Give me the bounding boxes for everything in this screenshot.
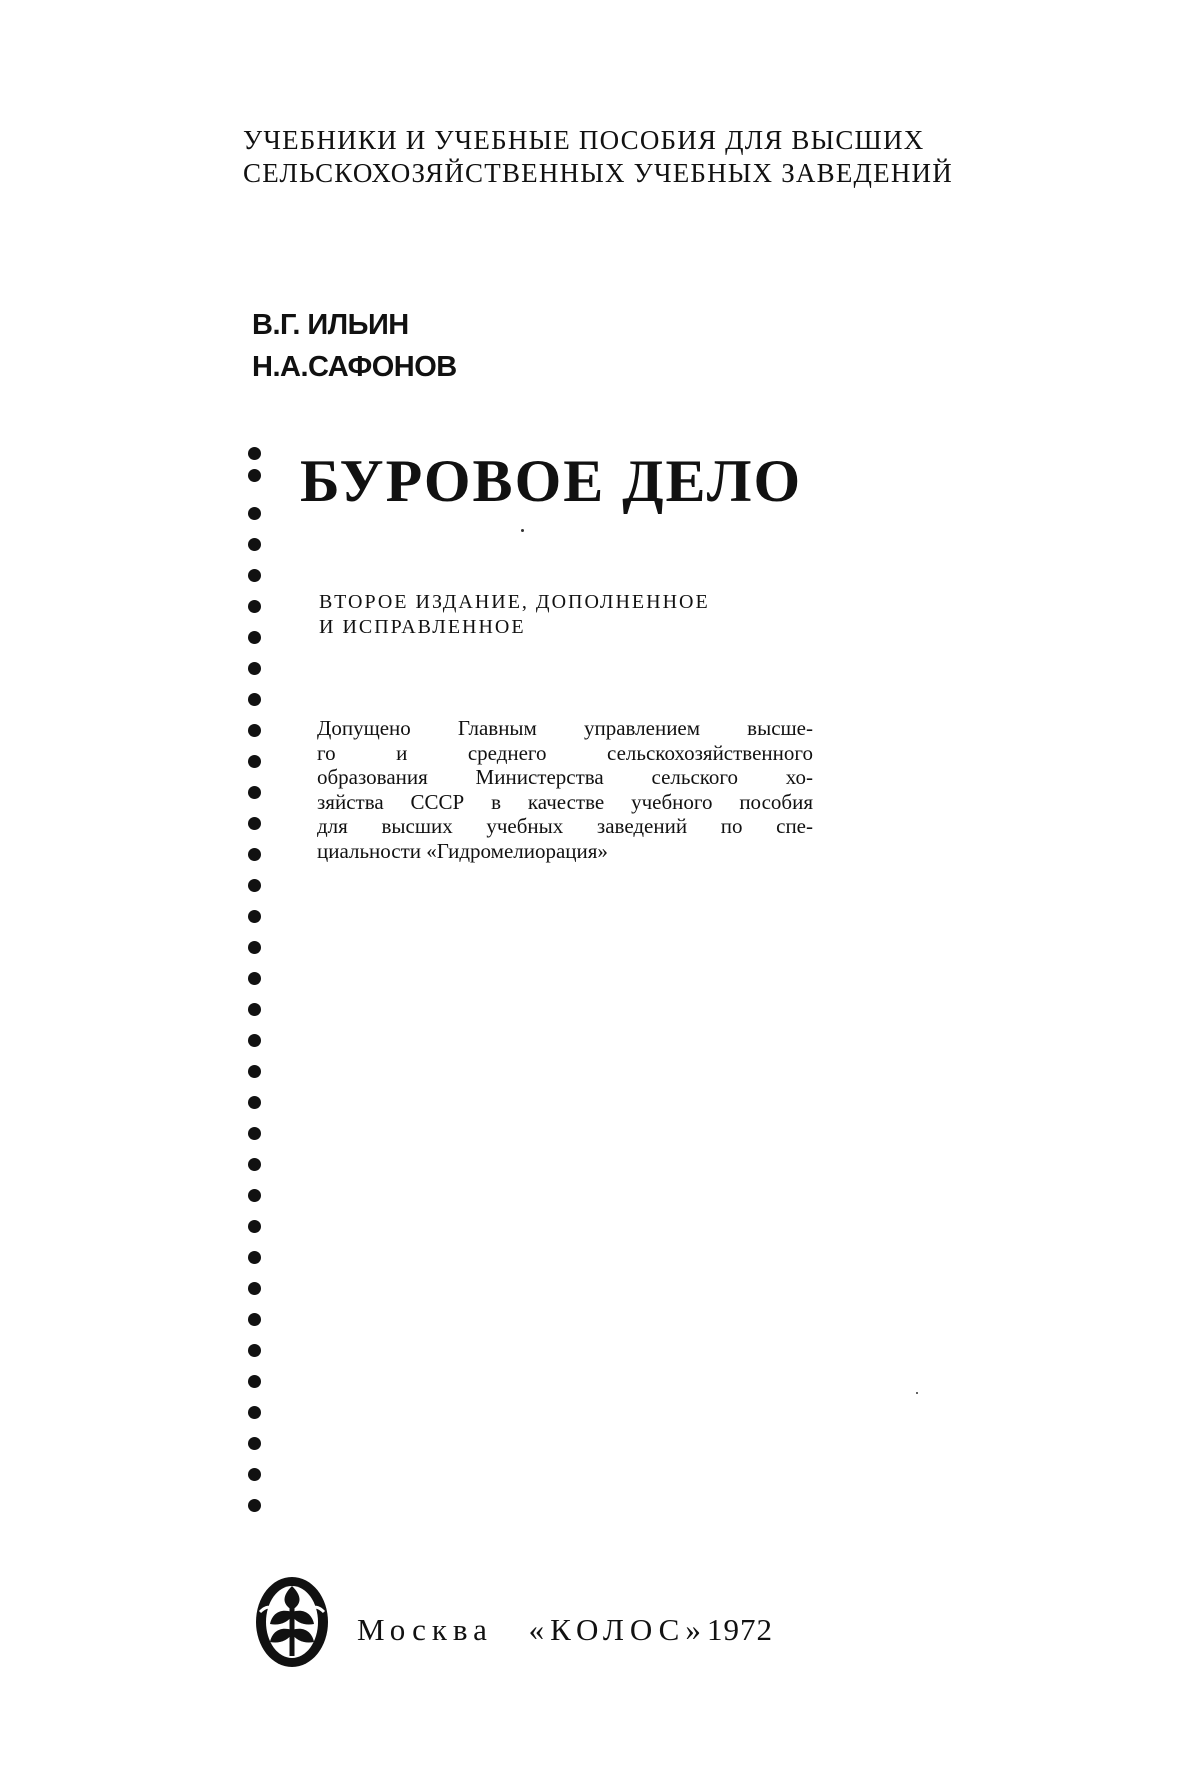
rule-dot — [248, 1406, 261, 1419]
rule-dot — [248, 879, 261, 892]
approval-line: образования Министерства сельского хо- — [317, 765, 813, 789]
author-name: В.Г. ИЛЬИН — [252, 309, 409, 341]
rule-dot — [248, 469, 261, 482]
authors-block — [252, 304, 457, 388]
rule-dot — [248, 662, 261, 675]
approval-statement — [317, 716, 813, 863]
rule-dot — [248, 972, 261, 985]
rule-dot — [248, 631, 261, 644]
author-name: Н.А.САФОНОВ — [252, 351, 457, 383]
rule-dot — [248, 941, 261, 954]
kolos-publisher-emblem-icon — [252, 1572, 332, 1672]
imprint-city: Москва — [357, 1612, 493, 1647]
edition-note — [319, 590, 710, 640]
rule-dot — [248, 1003, 261, 1016]
rule-dot — [248, 1313, 261, 1326]
rule-dot — [248, 569, 261, 582]
book-title: БУРОВОЕ ДЕЛО — [300, 448, 803, 514]
edition-line-2: И ИСПРАВЛЕННОЕ — [319, 616, 526, 638]
rule-dot — [248, 1499, 261, 1512]
rule-dot — [248, 447, 261, 460]
rule-dot — [248, 1096, 261, 1109]
edition-line-1: ВТОРОЕ ИЗДАНИЕ, ДОПОЛНЕННОЕ — [319, 591, 710, 613]
rule-dot — [248, 538, 261, 551]
rule-dot — [248, 1468, 261, 1481]
series-line-1: УЧЕБНИКИ И УЧЕБНЫЕ ПОСОБИЯ ДЛЯ ВЫСШИХ — [243, 125, 925, 155]
scan-speck — [521, 529, 524, 532]
series-heading — [243, 124, 983, 190]
publisher-line — [357, 1612, 707, 1648]
rule-dot — [248, 1220, 261, 1233]
rule-dot — [248, 817, 261, 830]
rule-dot — [248, 1158, 261, 1171]
approval-line: Допущено Главным управлением высше- — [317, 716, 813, 740]
rule-dot — [248, 600, 261, 613]
series-line-2: СЕЛЬСКОХОЗЯЙСТВЕННЫХ УЧЕБНЫХ ЗАВЕДЕНИЙ — [243, 158, 953, 188]
rule-dot — [248, 1375, 261, 1388]
rule-dot — [248, 848, 261, 861]
rule-dot — [248, 1282, 261, 1295]
imprint-publisher: «КОЛОС» — [528, 1612, 707, 1647]
rule-dot — [248, 1034, 261, 1047]
approval-line: зяйства СССР в качестве учебного пособия — [317, 789, 813, 814]
rule-dot — [248, 724, 261, 737]
scan-speck — [916, 1392, 918, 1394]
imprint-footer — [252, 1572, 812, 1672]
approval-line: го и среднего сельскохозяйственного — [317, 740, 813, 765]
rule-dot — [248, 786, 261, 799]
approval-line: для высших учебных заведений по спе- — [317, 814, 813, 838]
rule-dot — [248, 1127, 261, 1140]
imprint-year: 1972 — [707, 1612, 773, 1647]
dotted-vertical-rule-icon — [248, 447, 268, 1527]
rule-dot — [248, 910, 261, 923]
rule-dot — [248, 1065, 261, 1078]
rule-dot — [248, 1344, 261, 1357]
rule-dot — [248, 755, 261, 768]
rule-dot — [248, 1189, 261, 1202]
rule-dot — [248, 693, 261, 706]
rule-dot — [248, 1251, 261, 1264]
rule-dot — [248, 1437, 261, 1450]
approval-line: циальности «Гидромелиорация» — [317, 838, 608, 863]
rule-dot — [248, 507, 261, 520]
